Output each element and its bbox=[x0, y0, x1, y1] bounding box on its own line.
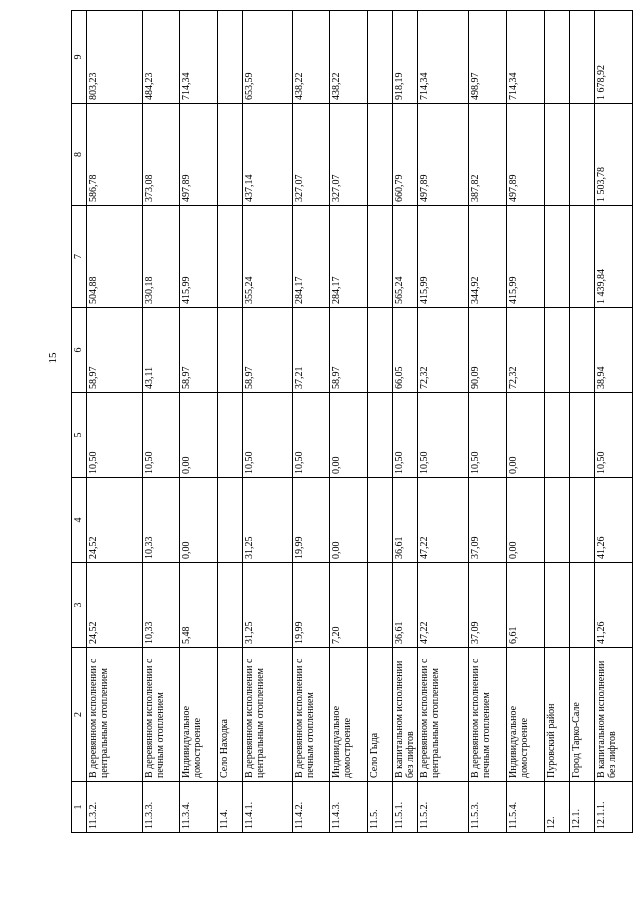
value-cell bbox=[368, 104, 393, 206]
row-name-cell: Индивидуальное домостроение bbox=[330, 648, 368, 782]
row-code-cell: 11.4. bbox=[218, 782, 243, 833]
value-cell: 58,97 bbox=[180, 308, 218, 393]
row-name-cell: В деревянном исполнении с центральным отоплением bbox=[87, 648, 143, 782]
value-cell: 19,99 bbox=[293, 563, 330, 648]
row-code-cell: 11.3.2. bbox=[87, 782, 143, 833]
value-cell: 10,50 bbox=[393, 393, 418, 478]
table-row bbox=[570, 11, 595, 833]
value-cell: 660,79 bbox=[393, 104, 418, 206]
row-name-cell: В деревянном исполнении с печным отоплением bbox=[293, 648, 330, 782]
value-cell bbox=[545, 478, 570, 563]
table-row bbox=[418, 11, 469, 833]
value-cell: 415,99 bbox=[418, 206, 469, 308]
value-cell: 586,78 bbox=[87, 104, 143, 206]
row-name-cell: Индивидуальное домостроение bbox=[180, 648, 218, 782]
value-cell: 10,50 bbox=[243, 393, 293, 478]
value-cell: 1 503,78 bbox=[595, 104, 633, 206]
table-row bbox=[243, 11, 293, 833]
value-cell bbox=[570, 11, 595, 104]
value-cell: 714,34 bbox=[180, 11, 218, 104]
row-name-cell: В деревянном исполнении с печным отоплением bbox=[143, 648, 180, 782]
header-row bbox=[72, 11, 87, 833]
value-cell: 1 678,92 bbox=[595, 11, 633, 104]
row-code-cell: 12. bbox=[545, 782, 570, 833]
value-cell bbox=[218, 563, 243, 648]
value-cell: 327,07 bbox=[293, 104, 330, 206]
value-cell: 330,18 bbox=[143, 206, 180, 308]
value-cell bbox=[570, 563, 595, 648]
header-cell: 5 bbox=[72, 393, 87, 478]
value-cell bbox=[570, 393, 595, 478]
value-cell bbox=[570, 478, 595, 563]
value-cell: 43,11 bbox=[143, 308, 180, 393]
value-cell: 437,14 bbox=[243, 104, 293, 206]
row-code-cell: 11.3.3. bbox=[143, 782, 180, 833]
value-cell: 10,33 bbox=[143, 563, 180, 648]
value-cell: 36,61 bbox=[393, 563, 418, 648]
value-cell: 653,59 bbox=[243, 11, 293, 104]
header-cell: 3 bbox=[72, 563, 87, 648]
value-cell: 37,21 bbox=[293, 308, 330, 393]
table-row bbox=[180, 11, 218, 833]
value-cell: 355,24 bbox=[243, 206, 293, 308]
row-name-cell: Село Находка bbox=[218, 648, 243, 782]
row-name-cell: В деревянном исполнении с печным отоплением bbox=[469, 648, 507, 782]
value-cell: 37,09 bbox=[469, 478, 507, 563]
row-code-cell: 12.1. bbox=[570, 782, 595, 833]
table-row bbox=[545, 11, 570, 833]
value-cell: 10,50 bbox=[87, 393, 143, 478]
value-cell: 31,25 bbox=[243, 478, 293, 563]
value-cell: 344,92 bbox=[469, 206, 507, 308]
value-cell: 498,97 bbox=[469, 11, 507, 104]
value-cell: 47,22 bbox=[418, 478, 469, 563]
table-row bbox=[218, 11, 243, 833]
value-cell: 284,17 bbox=[330, 206, 368, 308]
value-cell: 58,97 bbox=[243, 308, 293, 393]
row-code-cell: 11.5.3. bbox=[469, 782, 507, 833]
value-cell: 37,09 bbox=[469, 563, 507, 648]
value-cell: 10,33 bbox=[143, 478, 180, 563]
value-cell: 918,19 bbox=[393, 11, 418, 104]
row-code-cell: 11.4.2. bbox=[293, 782, 330, 833]
value-cell: 0,00 bbox=[507, 393, 545, 478]
value-cell: 90,09 bbox=[469, 308, 507, 393]
value-cell bbox=[218, 11, 243, 104]
header-cell: 8 bbox=[72, 104, 87, 206]
value-cell: 5,48 bbox=[180, 563, 218, 648]
value-cell: 10,50 bbox=[418, 393, 469, 478]
row-code-cell: 11.4.1. bbox=[243, 782, 293, 833]
table-row bbox=[595, 11, 633, 833]
value-cell bbox=[218, 206, 243, 308]
value-cell bbox=[218, 104, 243, 206]
value-cell: 438,22 bbox=[293, 11, 330, 104]
header-cell: 4 bbox=[72, 478, 87, 563]
value-cell: 0,00 bbox=[180, 478, 218, 563]
value-cell bbox=[570, 206, 595, 308]
value-cell bbox=[368, 308, 393, 393]
value-cell bbox=[545, 11, 570, 104]
value-cell: 0,00 bbox=[507, 478, 545, 563]
value-cell: 19,99 bbox=[293, 478, 330, 563]
value-cell: 504,88 bbox=[87, 206, 143, 308]
table-row bbox=[368, 11, 393, 833]
value-cell: 387,82 bbox=[469, 104, 507, 206]
table-row bbox=[393, 11, 418, 833]
row-name-cell: В капитальном исполнении без лифтов bbox=[393, 648, 418, 782]
value-cell: 10,50 bbox=[143, 393, 180, 478]
value-cell bbox=[545, 563, 570, 648]
value-cell bbox=[545, 206, 570, 308]
value-cell: 415,99 bbox=[180, 206, 218, 308]
row-code-cell: 11.5.4. bbox=[507, 782, 545, 833]
value-cell bbox=[218, 393, 243, 478]
value-cell: 1 439,84 bbox=[595, 206, 633, 308]
value-cell: 803,23 bbox=[87, 11, 143, 104]
table-row bbox=[330, 11, 368, 833]
table-row bbox=[507, 11, 545, 833]
table-row bbox=[469, 11, 507, 833]
value-cell: 484,23 bbox=[143, 11, 180, 104]
value-cell: 47,22 bbox=[418, 563, 469, 648]
value-cell: 714,34 bbox=[418, 11, 469, 104]
value-cell: 10,50 bbox=[595, 393, 633, 478]
header-cell: 2 bbox=[72, 648, 87, 782]
value-cell: 284,17 bbox=[293, 206, 330, 308]
table-row bbox=[87, 11, 143, 833]
row-name-cell: Пуровский район bbox=[545, 648, 570, 782]
value-cell: 0,00 bbox=[180, 393, 218, 478]
value-cell: 497,89 bbox=[180, 104, 218, 206]
header-cell: 7 bbox=[72, 206, 87, 308]
row-name-cell: В деревянном исполнении с центральным отоплением bbox=[243, 648, 293, 782]
value-cell: 41,26 bbox=[595, 563, 633, 648]
value-cell: 24,52 bbox=[87, 478, 143, 563]
value-cell: 72,32 bbox=[418, 308, 469, 393]
value-cell: 58,97 bbox=[330, 308, 368, 393]
value-cell: 10,50 bbox=[469, 393, 507, 478]
value-cell bbox=[218, 308, 243, 393]
value-cell: 0,00 bbox=[330, 478, 368, 563]
value-cell bbox=[368, 206, 393, 308]
value-cell bbox=[570, 308, 595, 393]
value-cell: 497,89 bbox=[418, 104, 469, 206]
row-name-cell: В капитальном исполнении без лифтов bbox=[595, 648, 633, 782]
row-code-cell: 11.4.3. bbox=[330, 782, 368, 833]
value-cell: 565,24 bbox=[393, 206, 418, 308]
value-cell: 714,34 bbox=[507, 11, 545, 104]
page-number: 15 bbox=[47, 352, 59, 364]
table-row bbox=[143, 11, 180, 833]
row-code-cell: 11.5. bbox=[368, 782, 393, 833]
value-cell: 415,99 bbox=[507, 206, 545, 308]
value-cell: 327,07 bbox=[330, 104, 368, 206]
value-cell: 66,05 bbox=[393, 308, 418, 393]
value-cell bbox=[368, 478, 393, 563]
row-code-cell: 11.5.2. bbox=[418, 782, 469, 833]
value-cell: 0,00 bbox=[330, 393, 368, 478]
value-cell: 41,26 bbox=[595, 478, 633, 563]
row-name-cell: Индивидуальное домостроение bbox=[507, 648, 545, 782]
value-cell: 36,61 bbox=[393, 478, 418, 563]
value-cell: 58,97 bbox=[87, 308, 143, 393]
value-cell bbox=[218, 478, 243, 563]
tariff-table bbox=[71, 10, 633, 833]
header-cell: 1 bbox=[72, 782, 87, 833]
value-cell bbox=[545, 104, 570, 206]
value-cell bbox=[368, 11, 393, 104]
row-name-cell: Село Гыда bbox=[368, 648, 393, 782]
value-cell bbox=[570, 104, 595, 206]
value-cell: 6,61 bbox=[507, 563, 545, 648]
value-cell: 31,25 bbox=[243, 563, 293, 648]
value-cell: 10,50 bbox=[293, 393, 330, 478]
value-cell: 438,22 bbox=[330, 11, 368, 104]
row-name-cell: Город Тарко-Сале bbox=[570, 648, 595, 782]
value-cell: 497,89 bbox=[507, 104, 545, 206]
value-cell bbox=[545, 393, 570, 478]
value-cell: 7,20 bbox=[330, 563, 368, 648]
value-cell: 373,08 bbox=[143, 104, 180, 206]
value-cell bbox=[545, 308, 570, 393]
value-cell: 38,94 bbox=[595, 308, 633, 393]
value-cell: 72,32 bbox=[507, 308, 545, 393]
row-name-cell: В деревянном исполнении с центральным отоплением bbox=[418, 648, 469, 782]
header-cell: 9 bbox=[72, 11, 87, 104]
row-code-cell: 11.3.4. bbox=[180, 782, 218, 833]
value-cell: 24,52 bbox=[87, 563, 143, 648]
value-cell bbox=[368, 393, 393, 478]
row-code-cell: 11.5.1. bbox=[393, 782, 418, 833]
row-code-cell: 12.1.1. bbox=[595, 782, 633, 833]
rotated-table-container bbox=[71, 11, 618, 833]
value-cell bbox=[368, 563, 393, 648]
table-row bbox=[293, 11, 330, 833]
header-cell: 6 bbox=[72, 308, 87, 393]
